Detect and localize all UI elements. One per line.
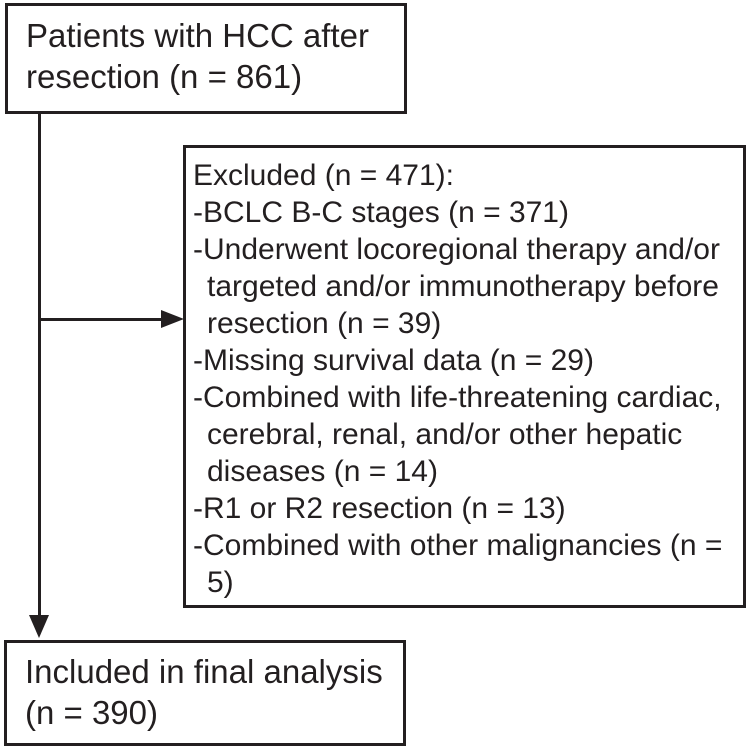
arrow-right-icon (161, 310, 184, 328)
excluded-item: -Missing survival data (n = 29) (193, 344, 594, 377)
excluded-title: Excluded (n = 471): (193, 159, 454, 192)
excluded-item: -Combined with life-threatening cardiac, cerebral, renal, and/or other hepatic diseases (n = 14) (193, 381, 722, 488)
bottom-box-line2: (n = 390) (25, 694, 158, 731)
bottom-box-line1: Included in final analysis (25, 653, 383, 690)
excluded-item: -Combined with other malignancies (n = 5) (193, 529, 723, 599)
top-box-line2: resection (n = 861) (26, 58, 303, 95)
top-box (5, 3, 407, 114)
excluded-item: -BCLC B-C stages (n = 371) (193, 196, 569, 229)
top-box-line1: Patients with HCC after (26, 17, 369, 54)
arrow-down-icon (29, 615, 49, 638)
flow-line-vertical (38, 114, 41, 616)
excluded-box (183, 145, 746, 608)
bottom-box (4, 640, 406, 746)
excluded-item: -Underwent locoregional therapy and/or targeted and/or immunotherapy before resection (n = 39) (193, 233, 720, 340)
excluded-item: -R1 or R2 resection (n = 13) (193, 492, 566, 525)
flow-line-horizontal (38, 318, 162, 321)
